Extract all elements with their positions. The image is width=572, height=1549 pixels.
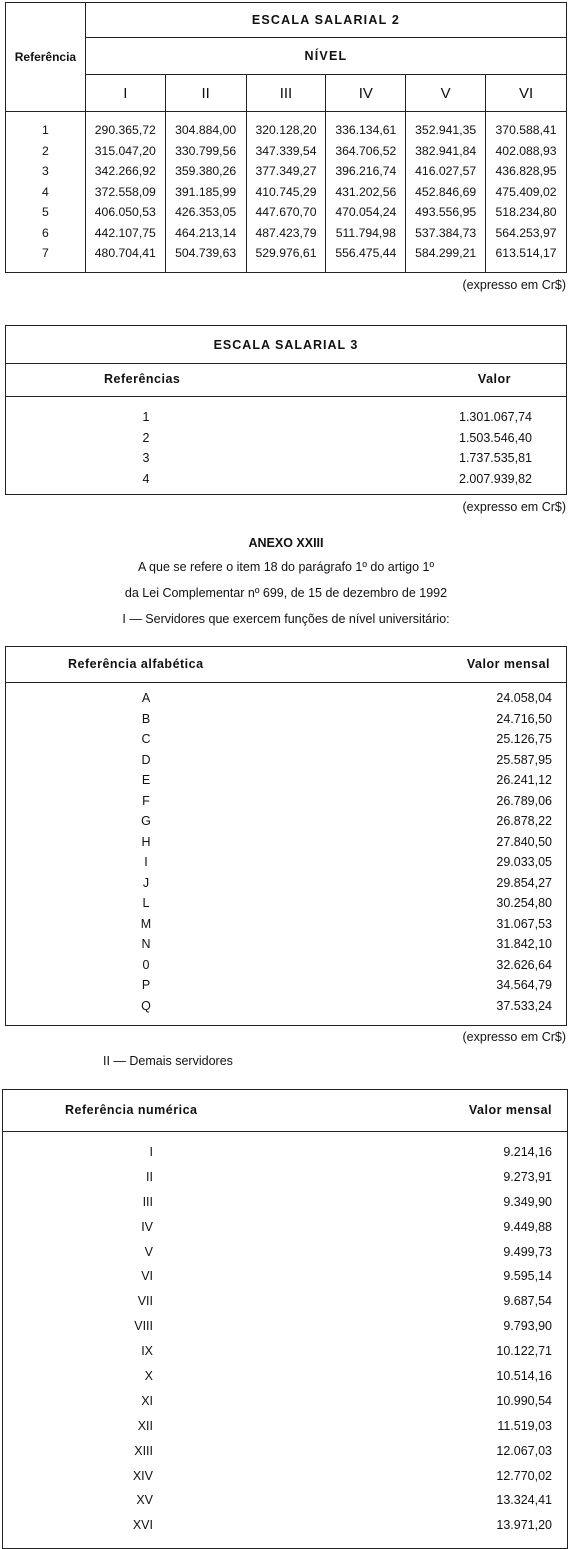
list-item xyxy=(6,934,566,955)
value-cell: 613.514,17 xyxy=(486,243,567,272)
ref-cell: XII xyxy=(137,1418,153,1433)
list-item xyxy=(3,1414,567,1439)
value-cell: 352.941,35 xyxy=(406,112,486,141)
ref-cell: XVI xyxy=(132,1518,153,1533)
list-item xyxy=(6,688,566,709)
list-item xyxy=(3,1389,567,1414)
nivel-V: V xyxy=(406,75,486,112)
ref-cell: XIV xyxy=(132,1468,153,1483)
ref-cell: 2 xyxy=(142,430,150,445)
list-item xyxy=(6,852,566,873)
unit-note-2: (expresso em Cr$) xyxy=(462,500,566,514)
value-cell: 290.365,72 xyxy=(85,112,165,141)
ref-cell: IV xyxy=(141,1219,153,1234)
value-cell: 1.301.067,74 xyxy=(459,410,532,424)
value-cell: 391.185,99 xyxy=(165,182,246,203)
value-cell: 410.745,29 xyxy=(246,182,326,203)
ref-cell: III xyxy=(142,1194,153,1209)
value-cell: 359.380,26 xyxy=(165,161,246,182)
value-cell: 475.409,02 xyxy=(486,182,567,203)
section-1-heading: I — Servidores que exercem funções de nível universitário: xyxy=(122,612,450,626)
ref-cell: 3 xyxy=(6,161,86,182)
value-cell: 452.846,69 xyxy=(406,182,486,203)
referencia-header: Referência xyxy=(6,3,86,112)
section-2-heading: II — Demais servidores xyxy=(103,1054,233,1068)
list-item xyxy=(3,1264,567,1289)
escala-salarial-2-table xyxy=(5,2,567,273)
value-cell: 416.027,57 xyxy=(406,161,486,182)
escala3-title: ESCALA SALARIAL 3 xyxy=(213,338,359,352)
value-cell: 447.670,70 xyxy=(246,202,326,223)
list-item xyxy=(3,1439,567,1464)
nivel-header: NÍVEL xyxy=(85,38,566,75)
ref-cell: Q xyxy=(141,998,151,1013)
table-row xyxy=(6,182,567,203)
value-cell: 529.976,61 xyxy=(246,243,326,272)
value-cell: 9.499,73 xyxy=(503,1244,552,1259)
ref-cell: V xyxy=(144,1244,153,1259)
value-cell: 25.587,95 xyxy=(496,752,552,767)
ref-cell: G xyxy=(141,814,151,828)
list-item xyxy=(3,1364,567,1389)
anexo-line2: da Lei Complementar nº 699, de 15 de dezembro de 1992 xyxy=(124,586,448,600)
list-item xyxy=(3,1289,567,1314)
ref-cell: VI xyxy=(141,1269,153,1284)
value-cell: 487.423,79 xyxy=(246,223,326,244)
list-item xyxy=(6,709,566,730)
list-item xyxy=(6,996,566,1017)
value-cell: 426.353,05 xyxy=(165,202,246,223)
ref-cell: A xyxy=(141,691,151,705)
ref-cell: J xyxy=(142,875,150,890)
nivel-VI: VI xyxy=(486,75,567,112)
value-cell: 26.241,12 xyxy=(496,773,552,787)
table-row xyxy=(6,112,567,141)
table-row xyxy=(6,223,567,244)
value-cell: 504.739,63 xyxy=(165,243,246,272)
value-cell: 32.626,64 xyxy=(496,957,552,972)
value-cell: 564.253,97 xyxy=(486,223,567,244)
table-row xyxy=(6,161,567,182)
value-cell: 382.941,84 xyxy=(406,141,486,162)
value-cell: 31.067,53 xyxy=(496,916,552,931)
anexo-line1: A que se refere o item 18 do parágrafo 1º do artigo 1º xyxy=(137,560,435,574)
value-cell: 315.047,20 xyxy=(85,141,165,162)
value-cell: 436.828,95 xyxy=(486,161,567,182)
value-cell: 11.519,03 xyxy=(497,1418,552,1433)
value-cell: 1.503.546,40 xyxy=(459,430,532,445)
ref-cell: 3 xyxy=(142,451,150,465)
value-cell: 9.687,54 xyxy=(503,1294,552,1309)
value-cell: 13.971,20 xyxy=(496,1518,552,1533)
value-cell: 13.324,41 xyxy=(496,1493,552,1508)
referencia-numerica-table xyxy=(2,1089,568,1549)
value-cell: 342.266,92 xyxy=(85,161,165,182)
value-cell: 9.595,14 xyxy=(503,1269,552,1284)
col-valor: Valor xyxy=(477,372,511,386)
ref-cell: I xyxy=(149,1145,153,1159)
value-cell: 1.737.535,81 xyxy=(459,451,532,465)
value-cell: 442.107,75 xyxy=(85,223,165,244)
value-cell: 304.884,00 xyxy=(165,112,246,141)
list-item xyxy=(3,1215,567,1240)
ref-cell: N xyxy=(141,937,151,951)
value-cell: 584.299,21 xyxy=(406,243,486,272)
value-cell: 30.254,80 xyxy=(496,896,552,910)
value-cell: 511.794,98 xyxy=(326,223,406,244)
value-cell: 29.854,27 xyxy=(496,875,552,890)
value-cell: 34.564,79 xyxy=(496,978,552,992)
ref-cell: I xyxy=(144,855,148,869)
list-item xyxy=(3,1165,567,1190)
ref-cell: XV xyxy=(136,1493,153,1508)
ref-cell: 1 xyxy=(6,112,86,141)
value-cell: 31.842,10 xyxy=(496,937,552,951)
value-cell: 9.793,90 xyxy=(503,1319,552,1334)
value-cell: 396.216,74 xyxy=(326,161,406,182)
value-cell: 2.007.939,82 xyxy=(459,471,532,486)
ref-cell: 4 xyxy=(142,471,150,486)
nivel-IV: IV xyxy=(326,75,406,112)
list-item xyxy=(6,407,566,428)
list-item xyxy=(6,811,566,832)
value-cell: 330.799,56 xyxy=(165,141,246,162)
list-item xyxy=(6,893,566,914)
value-cell: 402.088,93 xyxy=(486,141,567,162)
referencia-alfabetica-table xyxy=(5,646,567,1026)
value-cell: 12.067,03 xyxy=(496,1443,552,1458)
nivel-III: III xyxy=(246,75,326,112)
ref-cell: IX xyxy=(141,1344,153,1359)
list-item xyxy=(6,955,566,976)
ref-cell: F xyxy=(142,793,150,808)
list-item xyxy=(3,1140,567,1165)
value-cell: 431.202,56 xyxy=(326,182,406,203)
value-cell: 9.349,90 xyxy=(503,1194,552,1209)
value-cell: 406.050,53 xyxy=(85,202,165,223)
value-cell: 372.558,09 xyxy=(85,182,165,203)
list-item xyxy=(6,729,566,750)
ref-cell: 5 xyxy=(6,202,86,223)
value-cell: 9.214,16 xyxy=(503,1145,552,1159)
value-cell: 25.126,75 xyxy=(496,732,552,746)
value-cell: 556.475,44 xyxy=(326,243,406,272)
value-cell: 37.533,24 xyxy=(496,998,552,1013)
unit-note-3: (expresso em Cr$) xyxy=(462,1030,566,1044)
table-row xyxy=(6,202,567,223)
value-cell: 10.122,71 xyxy=(496,1344,552,1359)
value-cell: 493.556,95 xyxy=(406,202,486,223)
list-item xyxy=(6,770,566,791)
list-item xyxy=(6,873,566,894)
list-item xyxy=(3,1464,567,1489)
ref-cell: X xyxy=(144,1369,153,1384)
list-item xyxy=(3,1190,567,1215)
ref-cell: XI xyxy=(141,1393,153,1408)
ref-cell: H xyxy=(141,834,151,849)
value-cell: 10.514,16 xyxy=(496,1369,552,1384)
list-item xyxy=(6,975,566,996)
list-item xyxy=(3,1488,567,1513)
nivel-I: I xyxy=(85,75,165,112)
list-item xyxy=(6,750,566,771)
value-cell: 24.716,50 xyxy=(496,711,552,726)
col-valor-mensal: Valor mensal xyxy=(466,657,550,671)
value-cell: 29.033,05 xyxy=(496,855,552,869)
ref-cell: VII xyxy=(137,1294,153,1309)
ref-cell: II xyxy=(146,1169,153,1184)
ref-cell: 7 xyxy=(6,243,86,272)
value-cell: 9.273,91 xyxy=(503,1169,552,1184)
table-row xyxy=(6,243,567,272)
col-referencias: Referências xyxy=(104,372,181,386)
ref-cell: 4 xyxy=(6,182,86,203)
value-cell: 10.990,54 xyxy=(496,1393,552,1408)
col-valor-mensal-2: Valor mensal xyxy=(468,1103,552,1117)
list-item xyxy=(3,1314,567,1339)
ref-cell: 1 xyxy=(142,410,150,424)
list-item xyxy=(3,1339,567,1364)
value-cell: 336.134,61 xyxy=(326,112,406,141)
ref-cell: VIII xyxy=(134,1319,153,1334)
list-item xyxy=(6,914,566,935)
list-item xyxy=(6,469,566,490)
value-cell: 480.704,41 xyxy=(85,243,165,272)
value-cell: 320.128,20 xyxy=(246,112,326,141)
ref-cell: L xyxy=(142,896,150,910)
ref-cell: B xyxy=(141,711,151,726)
list-item xyxy=(3,1240,567,1265)
value-cell: 27.840,50 xyxy=(496,834,552,849)
value-cell: 12.770,02 xyxy=(496,1468,552,1483)
table-row xyxy=(6,141,567,162)
ref-cell: 6 xyxy=(6,223,86,244)
ref-cell: C xyxy=(141,732,151,746)
value-cell: 518.234,80 xyxy=(486,202,567,223)
nivel-II: II xyxy=(165,75,246,112)
value-cell: 24.058,04 xyxy=(496,691,552,705)
escala-salarial-3-table xyxy=(5,325,567,495)
value-cell: 9.449,88 xyxy=(503,1219,552,1234)
col-ref-alfabetica: Referência alfabética xyxy=(68,657,204,671)
value-cell: 26.789,06 xyxy=(496,793,552,808)
value-cell: 26.878,22 xyxy=(496,814,552,828)
value-cell: 347.339,54 xyxy=(246,141,326,162)
list-item xyxy=(6,428,566,449)
ref-cell: M xyxy=(140,916,152,931)
value-cell: 464.213,14 xyxy=(165,223,246,244)
anexo-title: ANEXO XXIII xyxy=(248,536,324,550)
ref-cell: XIII xyxy=(134,1443,153,1458)
value-cell: 377.349,27 xyxy=(246,161,326,182)
col-ref-numerica: Referência numérica xyxy=(65,1103,198,1117)
escala2-title: ESCALA SALARIAL 2 xyxy=(85,3,566,38)
unit-note-1: (expresso em Cr$) xyxy=(462,278,566,292)
ref-cell: 2 xyxy=(6,141,86,162)
value-cell: 537.384,73 xyxy=(406,223,486,244)
value-cell: 470.054,24 xyxy=(326,202,406,223)
ref-cell: 0 xyxy=(142,957,150,972)
ref-cell: E xyxy=(141,773,151,787)
list-item xyxy=(6,791,566,812)
ref-cell: D xyxy=(141,752,151,767)
list-item xyxy=(6,832,566,853)
ref-cell: P xyxy=(141,978,151,992)
value-cell: 364.706,52 xyxy=(326,141,406,162)
value-cell: 370.588,41 xyxy=(486,112,567,141)
list-item xyxy=(6,448,566,469)
